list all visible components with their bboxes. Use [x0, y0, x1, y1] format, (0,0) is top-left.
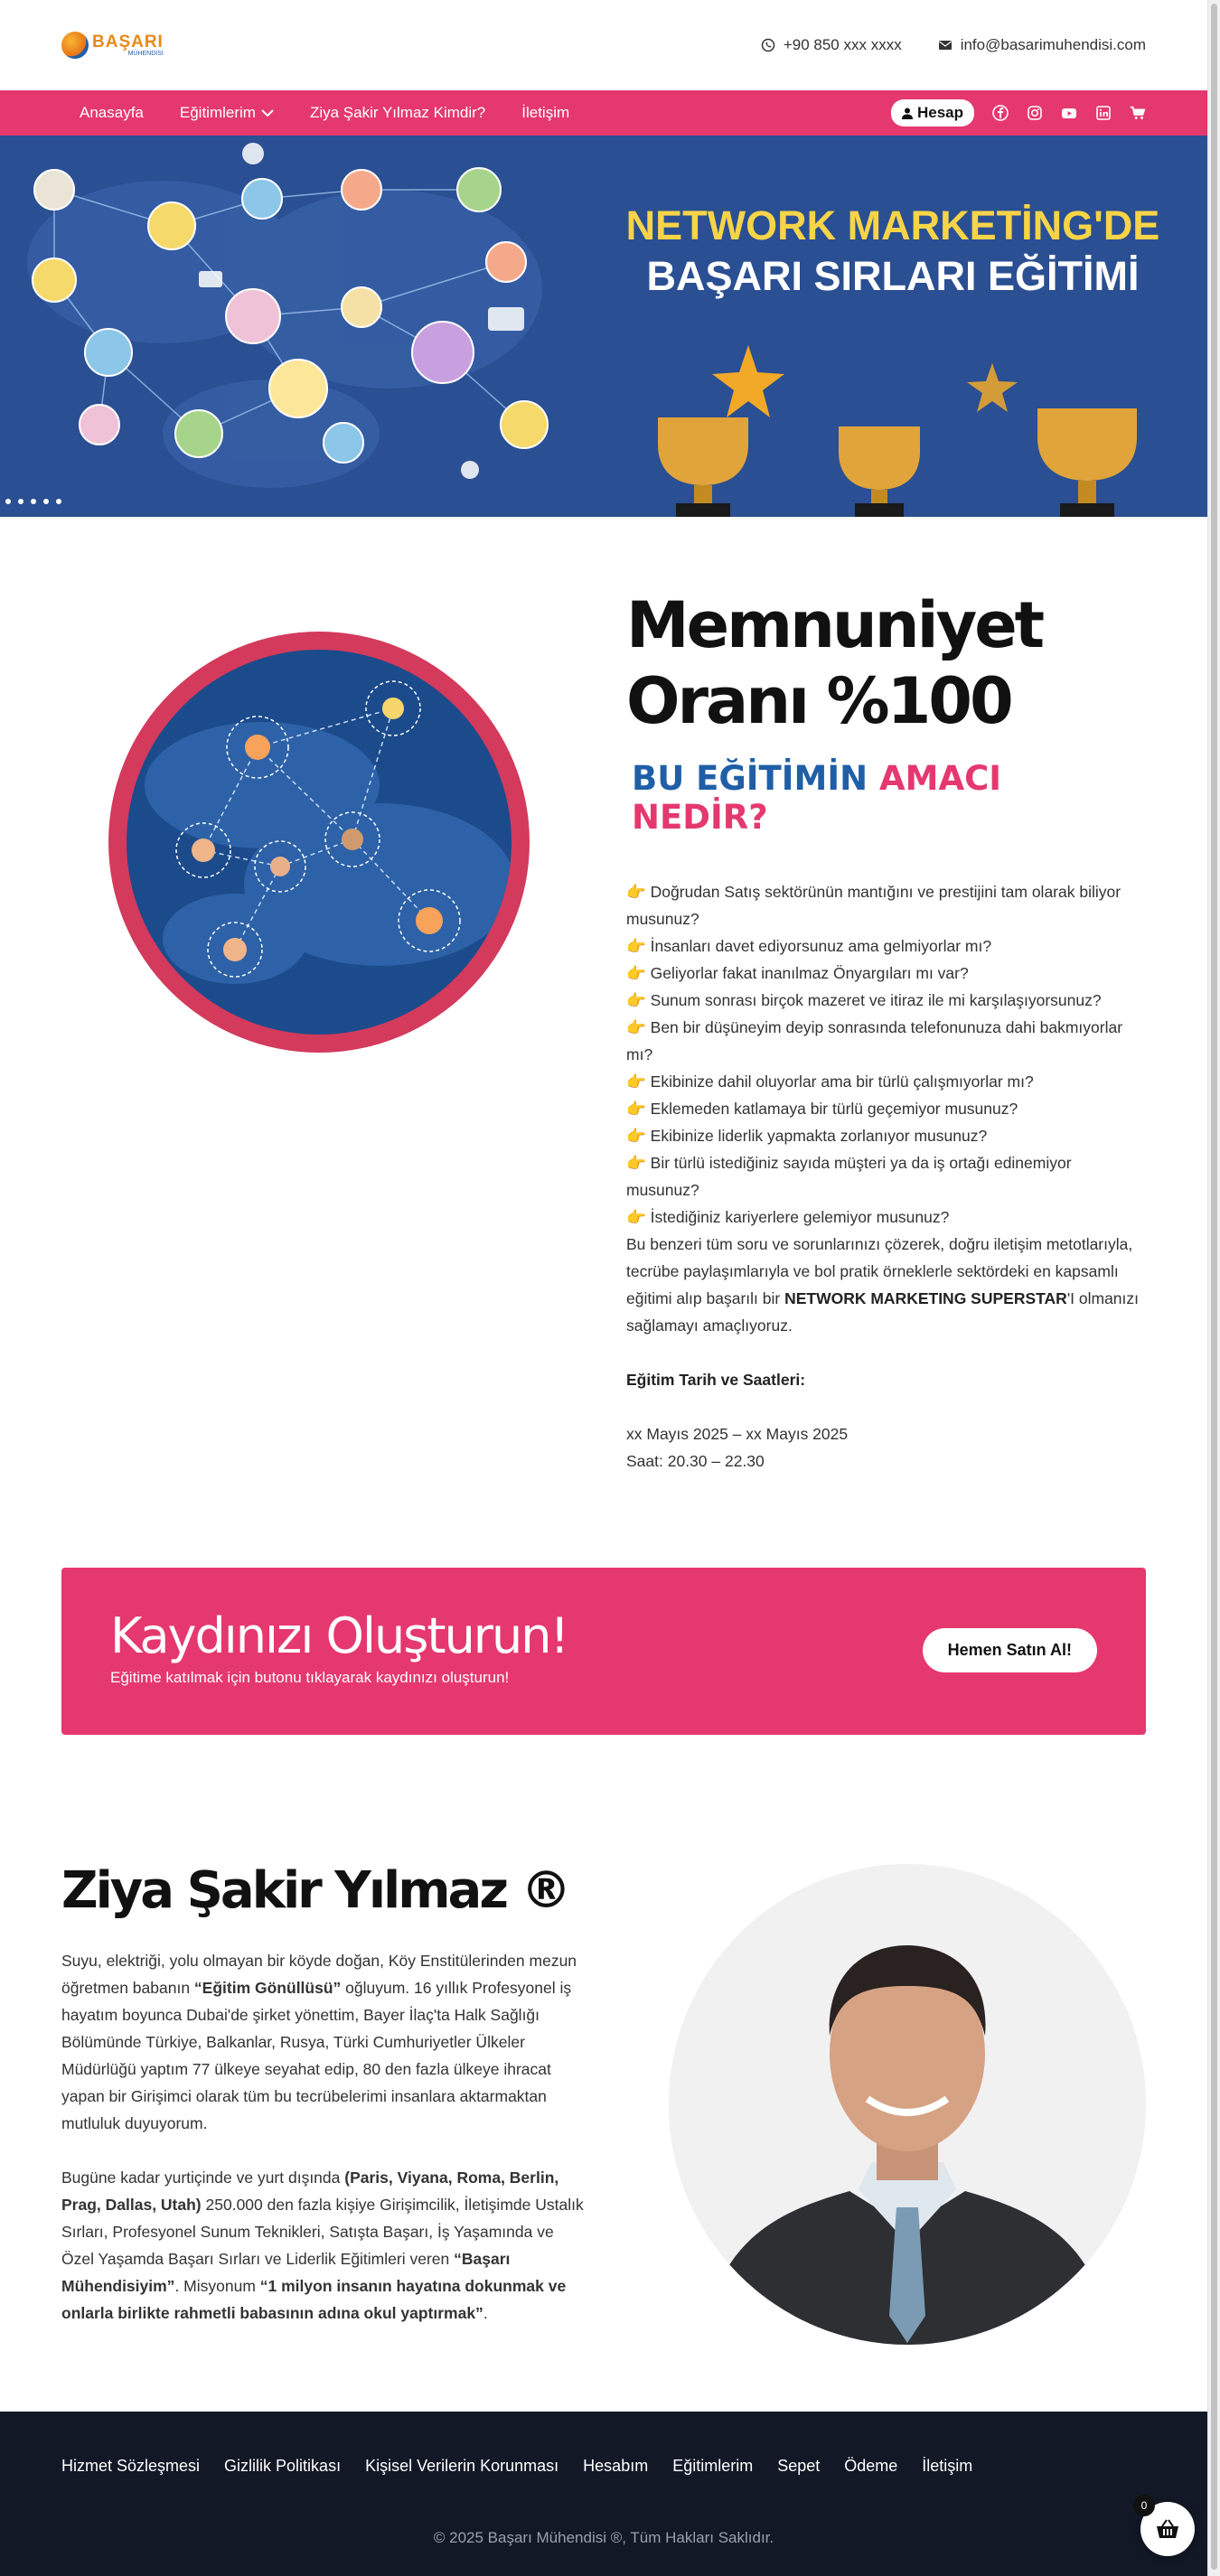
scrollbar-thumb[interactable] [1211, 4, 1217, 2570]
training-time: Saat: 20.30 – 22.30 [626, 1452, 765, 1470]
email-link[interactable] [938, 36, 1146, 54]
dates-label: Eğitim Tarih ve Saatleri: [626, 1371, 806, 1389]
question-item: 👉 Bir türlü istediğiniz sayıda müşteri ya da iş ortağı edinemiyor musunuz? [626, 1149, 1141, 1204]
nav-item-trainings[interactable] [180, 104, 274, 122]
footer-link-account[interactable]: Hesabım [583, 2457, 649, 2475]
cta-title: Kaydınızı Oluşturun! [110, 1607, 568, 1664]
question-item: 👉 İstediğiniz kariyerlere gelemiyor musunuz? [626, 1204, 1141, 1231]
banner-title-line2: BAŞARI SIRLARI EĞİTİMİ [646, 253, 1140, 299]
basket-icon [1155, 2518, 1180, 2540]
instagram-icon[interactable] [1027, 105, 1043, 121]
question-item: 👉 Ekibinize liderlik yapmakta zorlanıyor musunuz? [626, 1122, 1141, 1149]
bio-paragraph: Bugüne kadar yurtiçinde ve yurt dışında (Paris, Viyana, Roma, Berlin, Prag, Dallas, Utah) 250.000 den fazla kişiye Girişimcilik, İletişimde Ustalık Sırları, Profesyonel Sunum Teknikleri, Satışta Başarı, İş Yaşamında ve Özel Yaşamda Başarı Sırları ve Liderlik Eğitimleri veren “Başarı Mühendisiyim”. Misyonum “1 milyon insanın hayatına dokunmak ve onlarla birlikte rahmetli babasının adına okul yaptırmak”. [61, 2169, 584, 2322]
registration-cta [61, 1568, 1146, 1735]
envelope-icon [938, 38, 953, 52]
site-logo[interactable] [61, 32, 164, 59]
hero-banner [0, 136, 1207, 517]
portrait-photo [669, 1864, 1146, 2345]
nav-item-trainings-label: Eğitimlerim [179, 104, 256, 121]
question-list [626, 878, 1141, 1231]
user-icon [902, 108, 913, 119]
floating-cart-button[interactable] [1140, 2499, 1195, 2556]
network-illustration [0, 136, 604, 517]
footer-link-checkout[interactable]: Ödeme [844, 2457, 898, 2475]
linkedin-icon[interactable] [1095, 105, 1112, 121]
copyright: © 2025 Başarı Mühendisi ®, Tüm Hakları Saklıdır. [433, 2529, 774, 2546]
cta-subtitle: Eğitime katılmak için butonu tıklayarak kaydınızı oluşturun! [110, 1669, 510, 1686]
satisfaction-heading: Memnuniyet Oranı %100 [626, 588, 1043, 738]
training-description [626, 587, 1141, 1475]
cart-icon[interactable] [1130, 105, 1146, 121]
account-label: Hesap [916, 104, 963, 121]
email-address: info@basarimuhendisi.com [960, 36, 1146, 53]
phone-number: +90 850 xxx xxxx [783, 36, 902, 53]
banner-title [604, 201, 1182, 302]
question-item: 👉 İnsanları davet ediyorsunuz ama gelmiyorlar mı? [626, 932, 1141, 960]
question-item: 👉 Geliyorlar fakat inanılmaz Önyargıları mı var? [626, 960, 1141, 987]
bio-text [61, 1947, 586, 2327]
footer-link-privacy[interactable]: Gizlilik Politikası [224, 2457, 342, 2475]
trophy-illustration [604, 336, 1207, 517]
footer-links [61, 2457, 972, 2476]
contact-info [761, 36, 1146, 54]
youtube-icon[interactable] [1061, 105, 1077, 121]
facebook-icon[interactable] [992, 105, 1009, 121]
logo-globe-icon [61, 32, 89, 59]
footer-link-cart[interactable]: Sepet [777, 2457, 821, 2475]
question-item: 👉 Ben bir düşüneyim deyip sonrasında telefonunuza dahi bakmıyorlar mı? [626, 1014, 1141, 1068]
whatsapp-icon [761, 38, 775, 52]
question-item: 👉 Ekibinize dahil oluyorlar ama bir türlü çalışmıyorlar mı? [626, 1068, 1141, 1095]
footer-link-trainings[interactable]: Eğitimlerim [672, 2457, 754, 2475]
question-item: 👉 Doğrudan Satış sektörünün mantığını ve prestijini tam olarak biliyor musunuz? [626, 878, 1141, 932]
account-button[interactable] [891, 99, 974, 126]
cart-count-badge: 0 [1133, 2495, 1155, 2516]
main-nav [0, 90, 1207, 136]
vertical-scrollbar[interactable] [1207, 0, 1220, 2576]
question-item: 👉 Eklemeden katlamaya bir türlü geçemiyor musunuz? [626, 1095, 1141, 1122]
nav-item-about[interactable]: Ziya Şakir Yılmaz Kimdir? [309, 104, 486, 121]
nav-item-contact[interactable]: İletişim [521, 104, 570, 121]
buy-now-button[interactable]: Hemen Satın Al! [923, 1628, 1097, 1672]
question-item: 👉 Sunum sonrası birçok mazeret ve itiraz ile mi karşılaşıyorsunuz? [626, 987, 1141, 1014]
logo-text: BAŞARI [92, 33, 164, 52]
banner-title-line1: NETWORK MARKETİNG'DE [625, 202, 1160, 248]
bio-title: Ziya Şakir Yılmaz ® [61, 1861, 569, 1920]
phone-link[interactable] [761, 36, 902, 54]
footer-link-kvkk[interactable]: Kişisel Verilerin Korunması [365, 2457, 559, 2475]
training-dates: xx Mayıs 2025 – xx Mayıs 2025 [626, 1425, 849, 1443]
training-purpose-heading: BU EĞİTİMİN AMACI NEDİR? [632, 759, 1002, 837]
top-bar [0, 0, 1207, 90]
training-summary: Bu benzeri tüm soru ve sorunlarınızı çözerek, doğru iletişim metotlarıyla, tecrübe paylaşımlarıyla ve bol pratik örneklerle sektördeki en kapsamlı eğitimi alıp başarılı bir NETWORK MARKETING SUPERSTAR'I olmanızı sağlamayı amaçlıyoruz. [626, 1235, 1140, 1335]
logo-subtext: MÜHENDİSİ [127, 51, 164, 57]
site-footer [0, 2412, 1207, 2576]
network-globe-image [108, 632, 530, 1053]
training-info-section [0, 517, 1207, 1556]
slider-dots[interactable] [5, 499, 61, 504]
footer-link-contact[interactable]: İletişim [922, 2457, 973, 2475]
nav-item-home[interactable]: Anasayfa [80, 104, 144, 121]
footer-link-terms[interactable]: Hizmet Sözleşmesi [61, 2457, 201, 2475]
chevron-down-icon [261, 108, 274, 117]
bio-paragraph: Suyu, elektriği, yolu olmayan bir köyde doğan, Köy Enstitülerinden mezun öğretmen babanın “Eğitim Gönüllüsü” oğluyum. 16 yıllık Profesyonel iş hayatım boyunca Dubai'de şirket yönettim, Bayer İlaç'ta Halk Sağlığı Bölümünde Türkiye, Balkanlar, Rusya, Türki Cumhuriyetler Ülkeler Müdürlüğü yaptım 77 ülkeye seyahat edip, 80 den fazla ülkeye ihracat yapan bir Girişimci olarak tüm bu tecrübelerimi insanlara aktarmaktan mutluluk duyuyorum. [61, 1952, 577, 2132]
